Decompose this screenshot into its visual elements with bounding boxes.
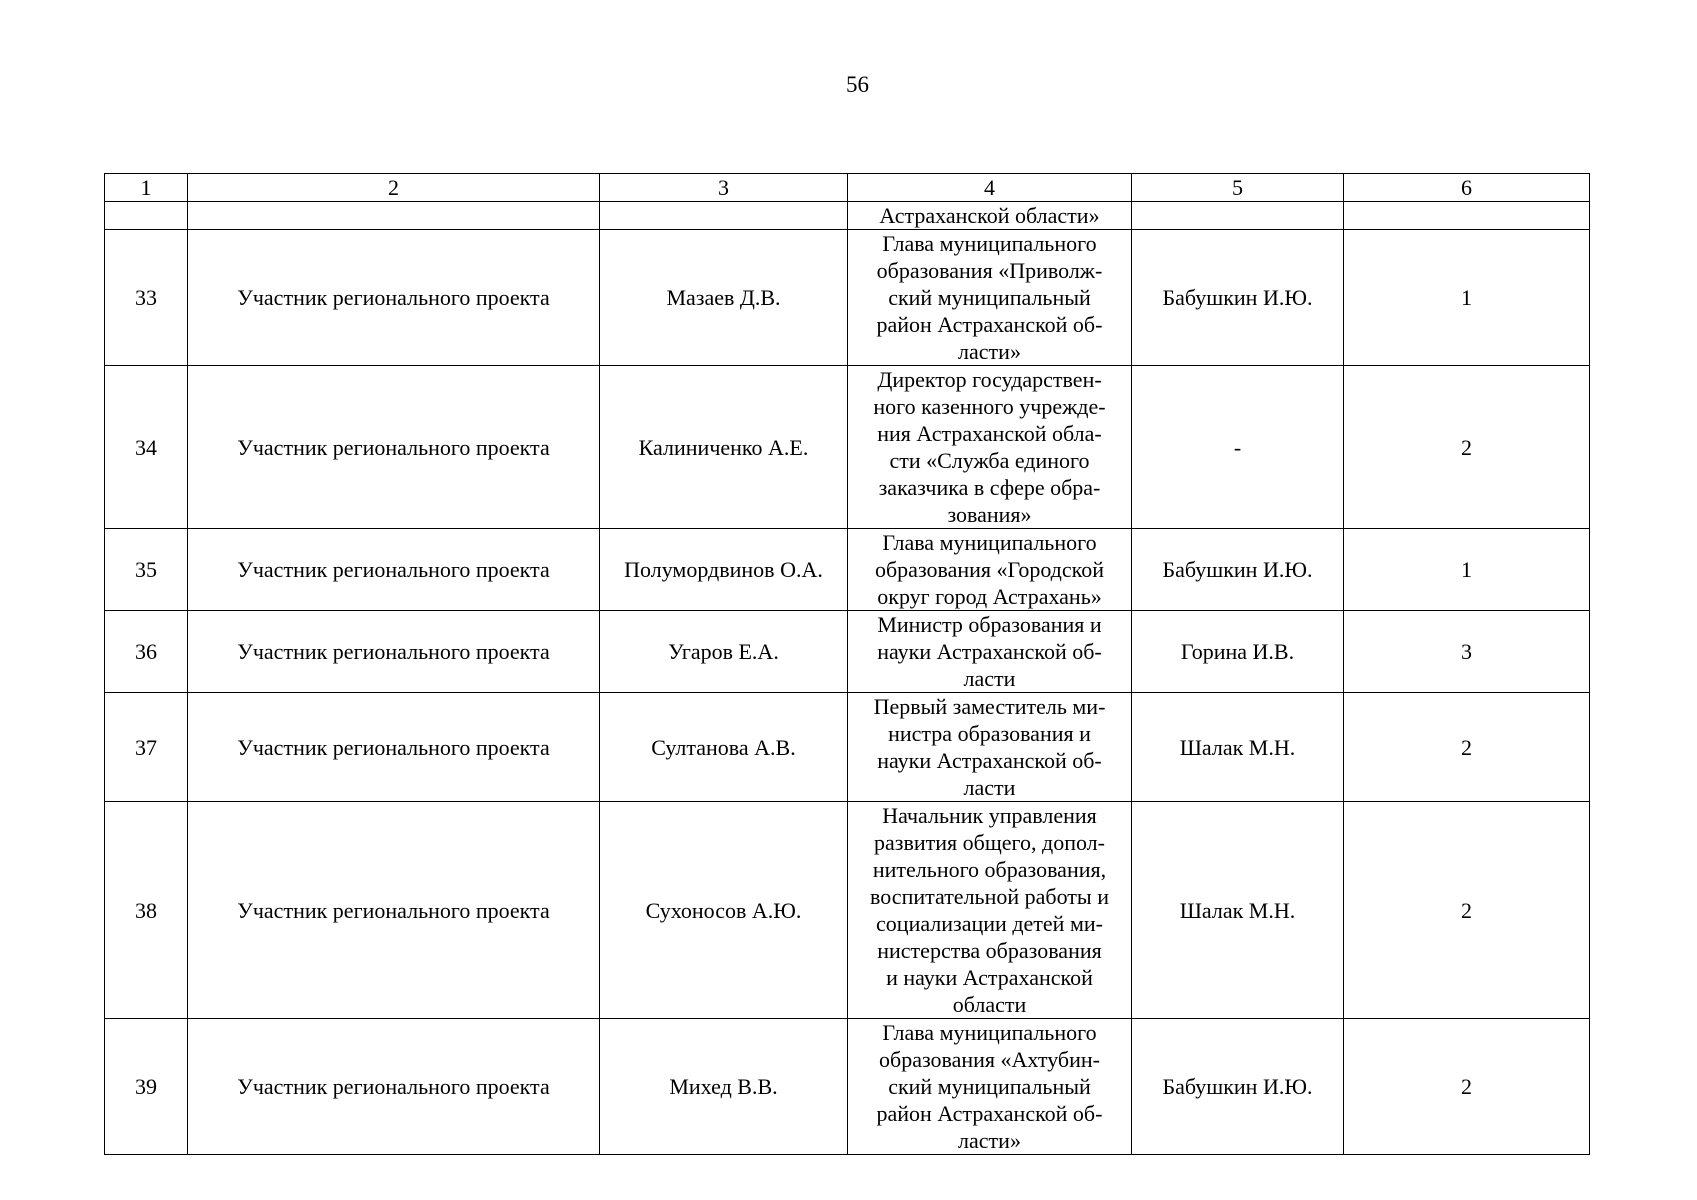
table-cell [105,202,188,230]
name-cell: Полумордвинов О.А. [600,529,848,611]
name-cell: Мазаев Д.В. [600,230,848,366]
supervisor-cell: Бабушкин И.Ю. [1132,1019,1344,1155]
value-cell: 3 [1344,611,1590,693]
continuation-row [105,202,1590,230]
supervisor-cell: Шалак М.Н. [1132,802,1344,1019]
supervisor-cell: Шалак М.Н. [1132,693,1344,802]
row-number-cell: 37 [105,693,188,802]
table-row [105,802,1590,1019]
value-cell: 1 [1344,529,1590,611]
position-cell: Глава муниципального образования «Ахтубин- ский муниципальный район Астраханской об- ласти» [848,1019,1132,1155]
position-cell: Начальник управления развития общего, допол- нительного образования, воспитательной работы и социализации детей ми- нистерства образования и науки Астраханской области [848,802,1132,1019]
role-cell: Участник регионального проекта [188,693,600,802]
supervisor-cell: Бабушкин И.Ю. [1132,230,1344,366]
table-cell [188,202,600,230]
row-number-cell: 33 [105,230,188,366]
row-number-cell: 35 [105,529,188,611]
column-number-cell: 2 [188,174,600,202]
column-number-cell: 6 [1344,174,1590,202]
column-number-cell: 4 [848,174,1132,202]
participants-table [104,173,1590,1155]
column-number-cell: 1 [105,174,188,202]
table-row [105,1019,1590,1155]
table-row [105,611,1590,693]
name-cell: Угаров Е.А. [600,611,848,693]
supervisor-cell: Бабушкин И.Ю. [1132,529,1344,611]
table-row [105,230,1590,366]
table-row [105,366,1590,529]
name-cell: Сухоносов А.Ю. [600,802,848,1019]
table-cell [600,202,848,230]
table-cell [1344,202,1590,230]
role-cell: Участник регионального проекта [188,802,600,1019]
column-number-cell: 5 [1132,174,1344,202]
position-cell: Первый заместитель ми- нистра образования и науки Астраханской об- ласти [848,693,1132,802]
column-number-row [105,174,1590,202]
row-number-cell: 36 [105,611,188,693]
table-row [105,529,1590,611]
role-cell: Участник регионального проекта [188,529,600,611]
supervisor-cell: Горина И.В. [1132,611,1344,693]
name-cell: Калиниченко А.Е. [600,366,848,529]
value-cell: 1 [1344,230,1590,366]
position-cell: Глава муниципального образования «Приволж- ский муниципальный район Астраханской об- ласти» [848,230,1132,366]
page-number: 56 [846,72,869,97]
position-cell: Глава муниципального образования «Городской округ город Астрахань» [848,529,1132,611]
position-cell: Астраханской области» [848,202,1132,230]
position-cell: Директор государствен- ного казенного учрежде- ния Астраханской обла- сти «Служба единого заказчика в сфере обра- зования» [848,366,1132,529]
role-cell: Участник регионального проекта [188,230,600,366]
row-number-cell: 39 [105,1019,188,1155]
row-number-cell: 38 [105,802,188,1019]
role-cell: Участник регионального проекта [188,366,600,529]
role-cell: Участник регионального проекта [188,611,600,693]
value-cell: 2 [1344,1019,1590,1155]
row-number-cell: 34 [105,366,188,529]
value-cell: 2 [1344,802,1590,1019]
position-cell: Министр образования и науки Астраханской об- ласти [848,611,1132,693]
value-cell: 2 [1344,366,1590,529]
table-row [105,693,1590,802]
value-cell: 2 [1344,693,1590,802]
name-cell: Султанова А.В. [600,693,848,802]
table-cell [1132,202,1344,230]
supervisor-cell: - [1132,366,1344,529]
role-cell: Участник регионального проекта [188,1019,600,1155]
column-number-cell: 3 [600,174,848,202]
name-cell: Михед В.В. [600,1019,848,1155]
